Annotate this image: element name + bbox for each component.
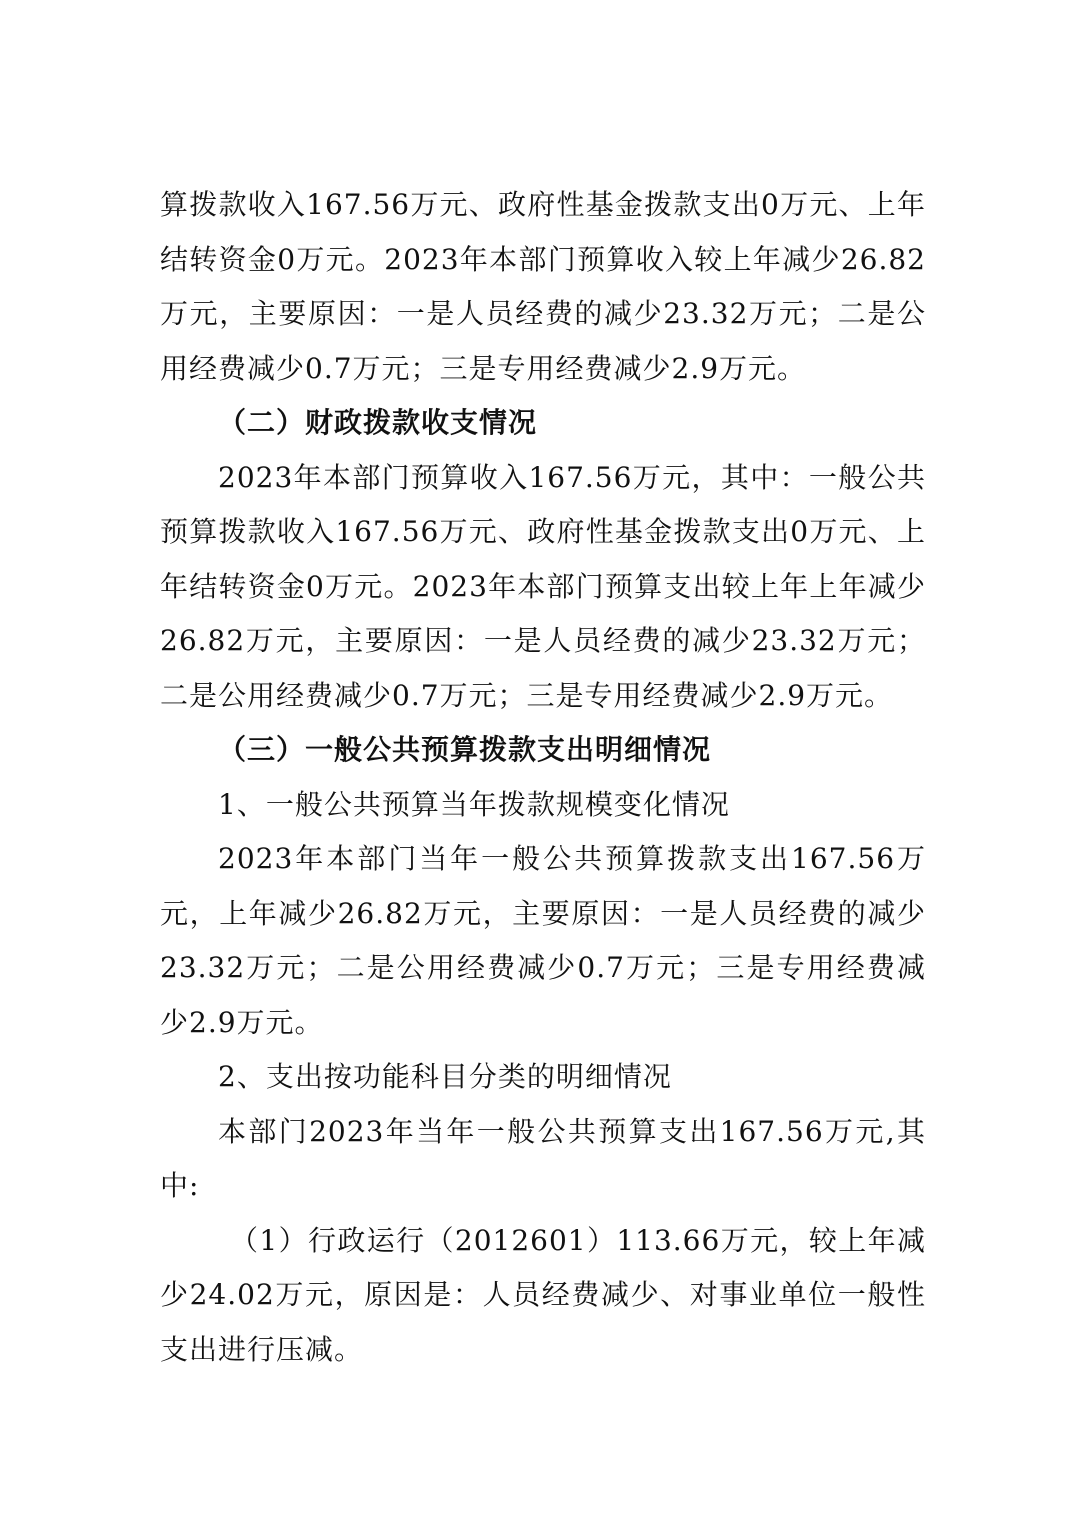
section-heading-general-budget-details: （三）一般公共预算拨款支出明细情况 <box>218 733 712 766</box>
paragraph-allocation-change: 2023年本部门当年一般公共预算拨款支出167.56万元，上年减少26.82万元，主要原因：一是人员经费的减少23.32万元；二是公用经费减少0.7万元；三是专用经费减少2.9万元。 <box>160 842 926 1039</box>
document-body <box>160 178 926 1377</box>
subheading-functional-classification: 2、支出按功能科目分类的明细情况 <box>218 1060 672 1093</box>
paragraph-functional-expenditure: 本部门2023年当年一般公共预算支出167.56万元,其中: <box>160 1114 926 1202</box>
paragraph-budget-income-continued: 算拨款收入167.56万元、政府性基金拨款支出0万元、上年结转资金0万元。2023年本部门预算收入较上年减少26.82万元，主要原因：一是人员经费的减少23.32万元；二是公用经费减少0.7万元；三是专用经费减少2.9万元。 <box>160 188 926 385</box>
paragraph-fiscal-appropriation: 2023年本部门预算收入167.56万元，其中：一般公共预算拨款收入167.56万元、政府性基金拨款支出0万元、上年结转资金0万元。2023年本部门预算支出较上年上年减少26.82万元，主要原因：一是人员经费的减少23.32万元；二是公用经费减少0.7万元；三是专用经费减少2.9万元。 <box>160 460 926 712</box>
subheading-allocation-change: 1、一般公共预算当年拨款规模变化情况 <box>218 787 730 821</box>
paragraph-administrative-operation: （1）行政运行（2012601）113.66万元，较上年减少24.02万元，原因是：人员经费减少、对事业单位一般性支出进行压减。 <box>160 1223 926 1366</box>
section-heading-fiscal-appropriation: （二）财政拨款收支情况 <box>218 406 538 439</box>
